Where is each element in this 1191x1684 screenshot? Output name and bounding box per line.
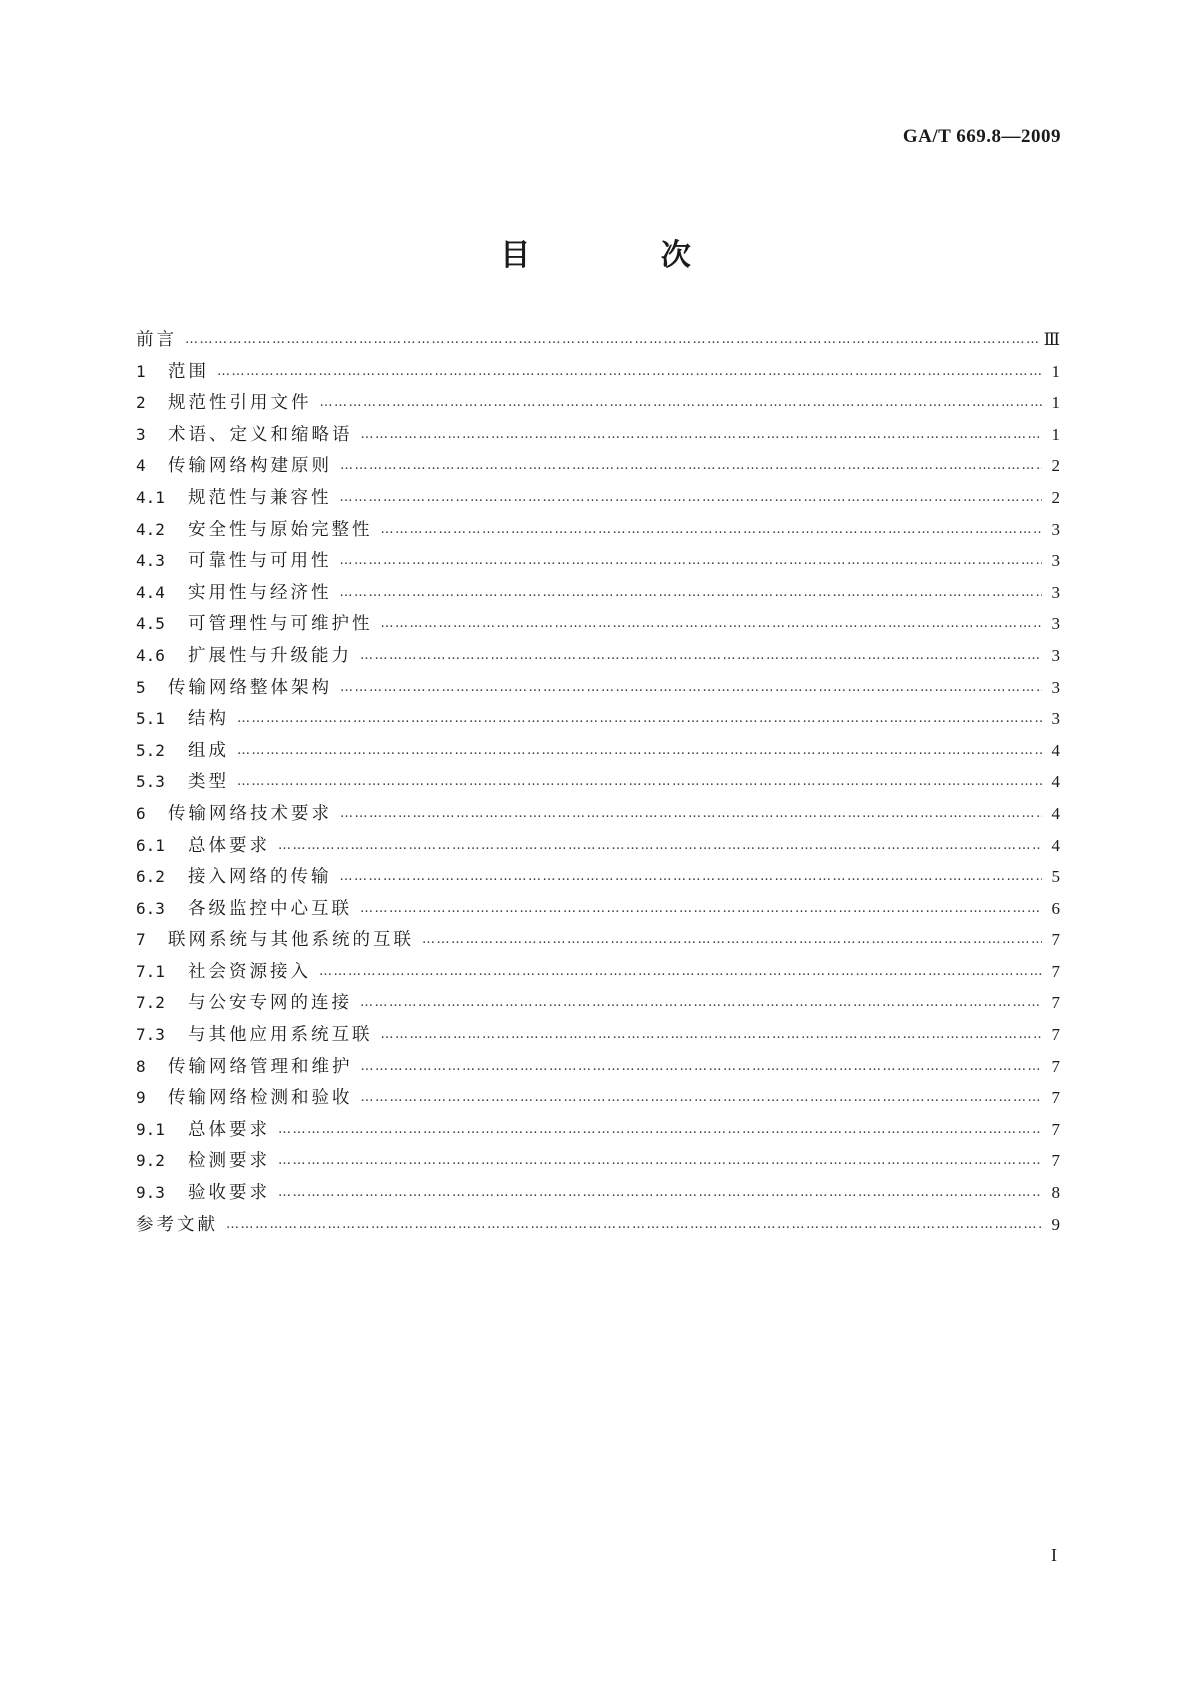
toc-entry-title: 实用性与经济性 [188, 582, 332, 603]
toc-entry[interactable] [136, 579, 1060, 611]
toc-entry[interactable] [136, 1116, 1060, 1148]
toc-entry-number: 4.4 [136, 582, 165, 602]
toc-entry-title: 传输网络管理和维护 [168, 1056, 353, 1077]
toc-entry-title: 传输网络技术要求 [168, 803, 332, 824]
toc-entry[interactable] [136, 1211, 1060, 1243]
toc-entry-number: 8 [136, 1056, 146, 1076]
toc-leader-dots [340, 869, 1043, 884]
toc-entry-title: 传输网络整体架构 [168, 677, 332, 698]
toc-leader-dots [237, 774, 1042, 789]
toc-leader-dots [319, 964, 1042, 979]
toc-entry-page: 7 [1051, 930, 1060, 950]
toc-entry-title: 社会资源接入 [188, 961, 311, 982]
toc-entry-page: 3 [1051, 709, 1060, 729]
toc-leader-dots [381, 616, 1043, 631]
toc-entry-page: 1 [1051, 393, 1060, 413]
toc-entry-page: 5 [1051, 867, 1060, 887]
toc-entry-title: 验收要求 [188, 1183, 270, 1204]
page-title: 目 次 [500, 238, 751, 273]
toc-entry-number: 6.2 [136, 867, 165, 887]
toc-entry-page: 3 [1051, 677, 1060, 697]
toc-leader-dots [361, 427, 1043, 442]
toc-leader-dots [422, 932, 1042, 947]
toc-entry-page: 7 [1051, 961, 1060, 981]
toc-entry-page: 1 [1051, 361, 1060, 381]
toc-entry-page: Ⅲ [1043, 330, 1060, 349]
toc-entry[interactable] [136, 642, 1060, 674]
toc-entry[interactable] [136, 610, 1060, 642]
toc-entry[interactable] [136, 1053, 1060, 1085]
toc-entry-title: 检测要求 [188, 1151, 270, 1172]
toc-entry-page: 4 [1051, 803, 1060, 823]
toc-entry-title: 范围 [168, 361, 209, 382]
toc-entry[interactable] [136, 989, 1060, 1021]
toc-leader-dots [361, 1090, 1043, 1105]
toc-entry-number: 4.6 [136, 645, 165, 665]
toc-entry-number: 1 [136, 361, 146, 381]
toc-entry[interactable] [136, 674, 1060, 706]
toc-leader-dots [278, 1153, 1042, 1168]
toc-entry-title: 总体要求 [188, 835, 270, 856]
toc-entry-page: 2 [1051, 456, 1060, 476]
toc-entry-number: 7 [136, 930, 146, 950]
toc-entry-page: 4 [1051, 772, 1060, 792]
toc-entry-title: 传输网络检测和验收 [168, 1088, 353, 1109]
toc-entry-page: 3 [1051, 519, 1060, 539]
toc-entry-number: 4.1 [136, 487, 165, 507]
toc-entry[interactable] [136, 547, 1060, 579]
toc-entry-number: 7.2 [136, 993, 165, 1013]
toc-entry-title: 安全性与原始完整性 [188, 519, 373, 540]
toc-entry-page: 3 [1051, 582, 1060, 602]
toc-entry[interactable] [136, 358, 1060, 390]
toc-entry-page: 2 [1051, 487, 1060, 507]
toc-entry-title: 规范性引用文件 [168, 393, 312, 414]
toc-entry-page: 4 [1051, 740, 1060, 760]
toc-entry-number: 4.3 [136, 551, 165, 571]
toc-leader-dots [320, 395, 1043, 410]
toc-entry-page: 7 [1051, 993, 1060, 1013]
toc-entry-title: 可靠性与可用性 [188, 551, 332, 572]
toc-entry-title: 传输网络构建原则 [168, 456, 332, 477]
toc-entry-title: 类型 [188, 772, 229, 793]
toc-entry[interactable] [136, 1179, 1060, 1211]
toc-entry-title: 可管理性与可维护性 [188, 614, 373, 635]
page-number: I [1051, 1545, 1057, 1565]
toc-leader-dots [340, 806, 1042, 821]
toc-entry-page: 9 [1051, 1214, 1060, 1234]
toc-entry[interactable] [136, 832, 1060, 864]
toc-entry-number: 9 [136, 1088, 146, 1108]
toc-entry-number: 7.1 [136, 961, 165, 981]
toc-leader-dots [278, 1122, 1042, 1137]
toc-entry[interactable] [136, 863, 1060, 895]
toc-entry[interactable] [136, 452, 1060, 484]
toc-leader-dots [381, 522, 1043, 537]
toc-entry-page: 1 [1051, 424, 1060, 444]
toc-entry-page: 4 [1051, 835, 1060, 855]
toc-entry[interactable] [136, 768, 1060, 800]
toc-entry-page: 7 [1051, 1025, 1060, 1045]
toc-entry-number: 9.3 [136, 1183, 165, 1203]
toc-entry-page: 7 [1051, 1088, 1060, 1108]
table-of-contents [136, 326, 1060, 1242]
toc-entry[interactable] [136, 958, 1060, 990]
toc-entry-title: 扩展性与升级能力 [188, 645, 352, 666]
toc-entry-page: 7 [1051, 1056, 1060, 1076]
toc-leader-dots [381, 1027, 1043, 1042]
toc-entry[interactable] [136, 1084, 1060, 1116]
toc-leader-dots [340, 553, 1043, 568]
toc-leader-dots [278, 838, 1042, 853]
toc-leader-dots [217, 364, 1042, 379]
toc-entry[interactable] [136, 737, 1060, 769]
toc-leader-dots [340, 490, 1043, 505]
toc-entry-title: 规范性与兼容性 [188, 487, 332, 508]
toc-entry-number: 5.3 [136, 772, 165, 792]
toc-entry-title: 组成 [188, 740, 229, 761]
standard-code: GA/T 669.8—2009 [902, 126, 1061, 147]
toc-entry[interactable] [136, 926, 1060, 958]
toc-entry-number: 6.1 [136, 835, 165, 855]
toc-entry-number: 5 [136, 677, 146, 697]
toc-entry-title: 结构 [188, 709, 229, 730]
toc-entry-title: 前言 [136, 330, 177, 350]
toc-entry-title: 与其他应用系统互联 [188, 1025, 373, 1046]
toc-entry[interactable] [136, 516, 1060, 548]
toc-leader-dots [340, 680, 1042, 695]
toc-entry-title: 参考文献 [136, 1214, 218, 1235]
toc-entry-page: 8 [1051, 1183, 1060, 1203]
toc-entry-number: 4.2 [136, 519, 165, 539]
toc-entry-number: 5.1 [136, 709, 165, 729]
toc-entry-number: 9.2 [136, 1151, 165, 1171]
toc-entry-title: 总体要求 [188, 1119, 270, 1140]
toc-entry-number: 6.3 [136, 898, 165, 918]
toc-leader-dots [340, 458, 1042, 473]
toc-leader-dots [361, 1059, 1043, 1074]
toc-entry[interactable] [136, 326, 1060, 358]
toc-entry-number: 5.2 [136, 740, 165, 760]
toc-leader-dots [360, 901, 1042, 916]
toc-entry-page: 3 [1051, 551, 1060, 571]
toc-entry[interactable] [136, 895, 1060, 927]
toc-leader-dots [340, 585, 1043, 600]
toc-entry-title: 各级监控中心互联 [188, 898, 352, 919]
toc-leader-dots [278, 1185, 1042, 1200]
toc-leader-dots [237, 743, 1042, 758]
toc-entry-number: 6 [136, 803, 146, 823]
toc-leader-dots [360, 648, 1042, 663]
toc-entry-number: 4 [136, 456, 146, 476]
toc-leader-dots [360, 995, 1042, 1010]
toc-entry-title: 联网系统与其他系统的互联 [168, 930, 414, 951]
toc-entry[interactable] [136, 705, 1060, 737]
toc-entry-title: 术语、定义和缩略语 [168, 424, 353, 445]
toc-leader-dots [185, 332, 1038, 347]
toc-entry-page: 7 [1051, 1119, 1060, 1139]
toc-entry-page: 3 [1051, 614, 1060, 634]
toc-entry-number: 9.1 [136, 1119, 165, 1139]
toc-leader-dots [226, 1217, 1042, 1232]
toc-entry[interactable] [136, 1147, 1060, 1179]
toc-entry[interactable] [136, 484, 1060, 516]
toc-entry-title: 接入网络的传输 [188, 867, 332, 888]
toc-entry-number: 3 [136, 424, 146, 444]
toc-entry-number: 4.5 [136, 614, 165, 634]
toc-entry-page: 3 [1051, 645, 1060, 665]
toc-entry[interactable] [136, 1021, 1060, 1053]
toc-entry-page: 7 [1051, 1151, 1060, 1171]
toc-entry[interactable] [136, 389, 1060, 421]
toc-entry[interactable] [136, 421, 1060, 453]
toc-entry-page: 6 [1051, 898, 1060, 918]
toc-entry-title: 与公安专网的连接 [188, 993, 352, 1014]
toc-entry-number: 7.3 [136, 1025, 165, 1045]
toc-entry-number: 2 [136, 393, 146, 413]
toc-entry[interactable] [136, 800, 1060, 832]
toc-leader-dots [237, 711, 1042, 726]
